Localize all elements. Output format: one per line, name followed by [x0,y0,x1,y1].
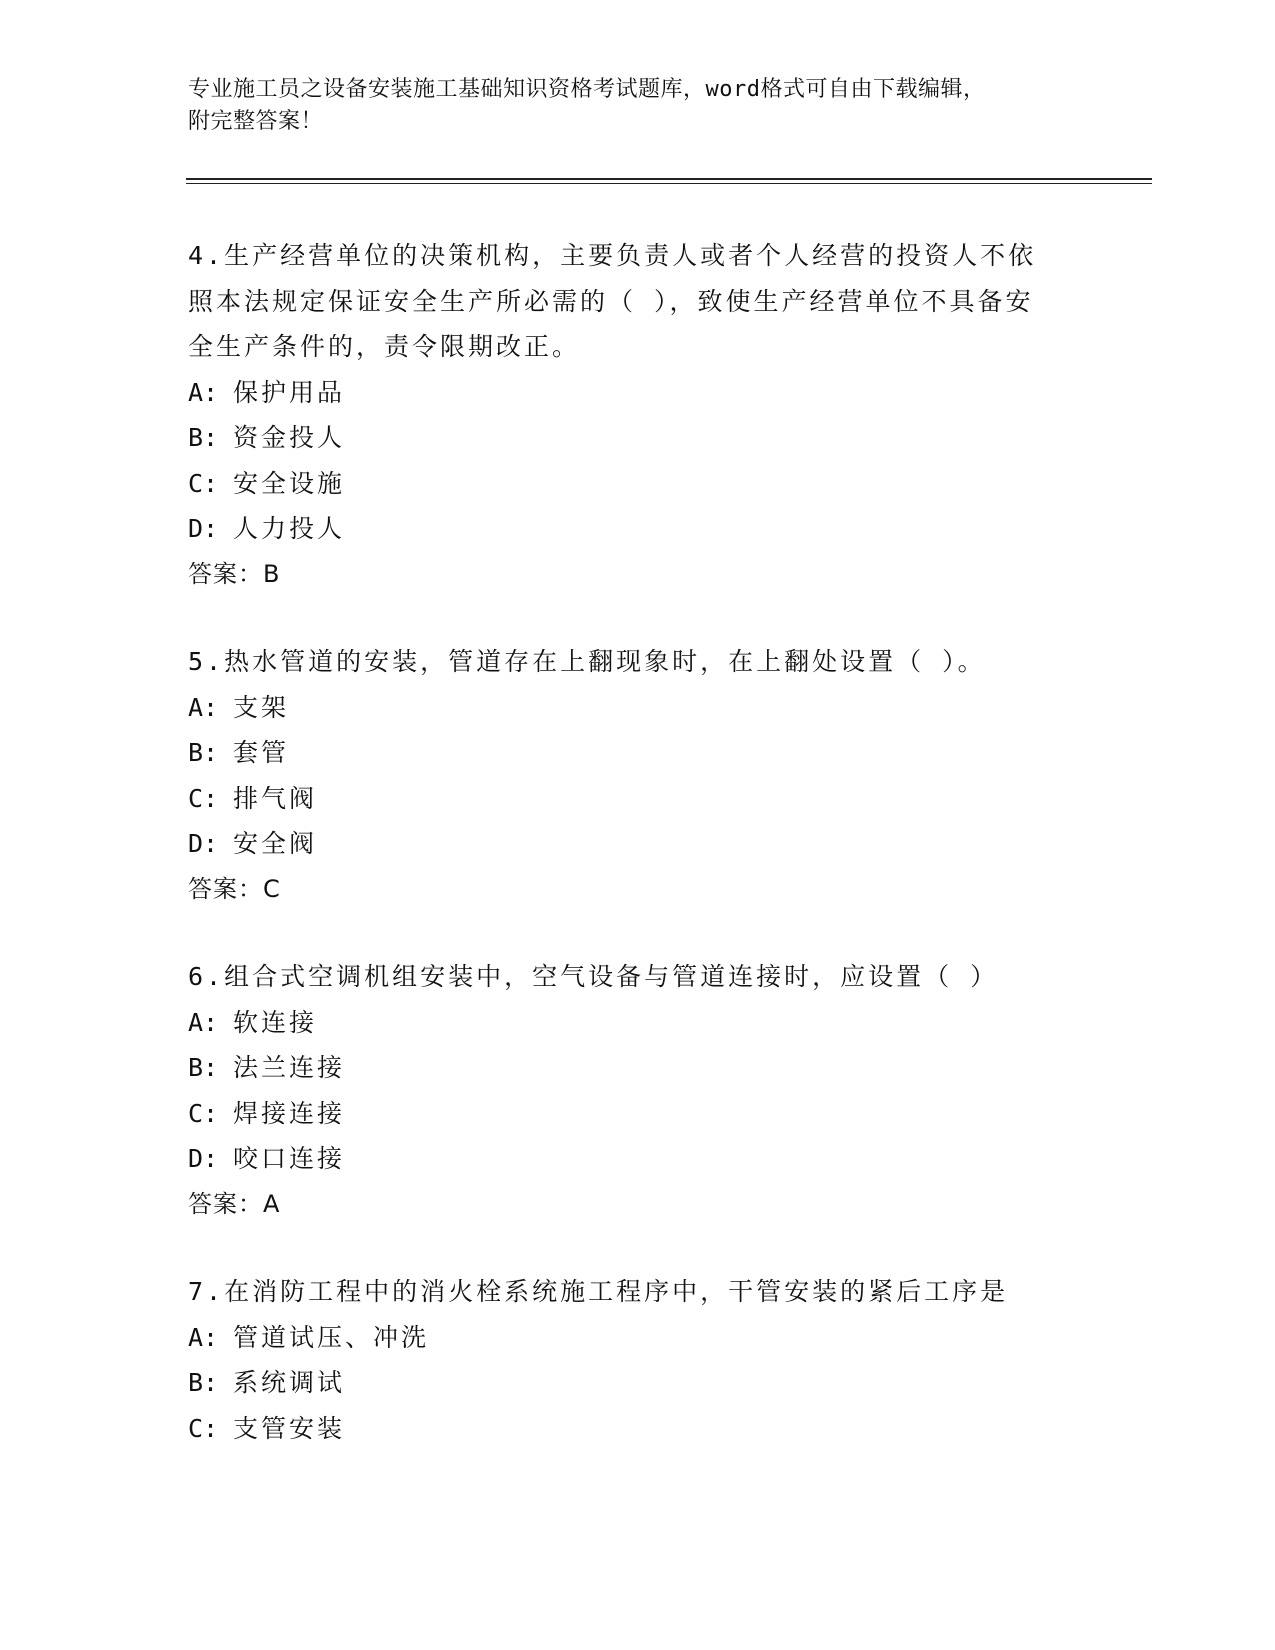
question-4 [188,233,1088,597]
option-key: B: [188,738,219,767]
option-a [188,1315,1088,1361]
option-a [188,685,1088,731]
question-text-line: 照本法规定保证安全生产所必需的（ ），致使生产经营单位不具备安 [188,286,1034,316]
option-d [188,506,1088,552]
header-line-1: 专业施工员之设备安装施工基础知识资格考试题库，word格式可自由下载编辑， [188,77,986,102]
question-5 [188,639,1088,912]
option-text: 资金投人 [233,423,346,452]
question-text-line: 全生产条件的，责令限期改正。 [188,332,581,361]
option-c [188,1091,1088,1137]
option-b [188,730,1088,776]
option-key: D: [188,829,219,858]
option-key: B: [188,1368,219,1397]
option-key: C: [188,468,219,498]
question-6 [188,954,1088,1227]
option-key: B: [188,423,219,452]
option-c [188,1406,1088,1452]
option-text: 人力投人 [233,514,346,543]
option-text: 咬口连接 [233,1144,346,1173]
question-text [188,1269,1088,1315]
answer-label: 答案：C [188,874,281,903]
option-key: D: [188,514,219,543]
question-text-line: 5.热水管道的安装，管道存在上翻现象时，在上翻处设置（ ）。 [188,647,986,676]
option-key: A: [188,377,219,407]
question-7 [188,1269,1088,1451]
option-text: 安全设施 [233,468,346,498]
option-c [188,461,1088,507]
document-header [188,74,1068,138]
question-text [188,639,1088,685]
option-key: C: [188,1413,219,1443]
option-key: A: [188,692,219,722]
answer-label: 答案：B [188,559,281,588]
question-text-line: 4.生产经营单位的决策机构，主要负责人或者个人经营的投资人不依 [188,241,1037,270]
header-line-2: 附完整答案！ [188,109,324,134]
question-text [188,954,1088,1000]
option-text: 支架 [233,692,290,722]
option-d [188,821,1088,867]
question-text-line: 6.组合式空调机组安装中，空气设备与管道连接时，应设置（ ） [188,962,999,991]
option-text: 系统调试 [233,1368,346,1397]
option-text: 焊接连接 [233,1098,346,1128]
option-key: C: [188,1098,219,1128]
option-b [188,415,1088,461]
option-key: C: [188,783,219,813]
question-list [188,233,1088,1493]
option-key: D: [188,1144,219,1173]
option-text: 保护用品 [233,377,346,407]
option-key: A: [188,1322,219,1352]
option-a [188,1000,1088,1046]
header-divider-thick [186,178,1152,180]
option-key: B: [188,1053,219,1082]
option-b [188,1045,1088,1091]
option-text: 法兰连接 [233,1053,346,1082]
option-key: A: [188,1007,219,1037]
option-text: 管道试压、冲洗 [233,1322,430,1352]
question-text [188,233,1088,370]
option-a [188,370,1088,416]
header-divider-thin [186,183,1152,184]
answer-label: 答案：A [188,1189,281,1218]
option-text: 支管安装 [233,1413,346,1443]
option-text: 套管 [233,738,290,767]
option-d [188,1136,1088,1182]
option-text: 排气阀 [233,783,318,813]
option-b [188,1360,1088,1406]
option-text: 软连接 [233,1007,318,1037]
option-text: 安全阀 [233,829,318,858]
option-c [188,776,1088,822]
question-text-line: 7.在消防工程中的消火栓系统施工程序中，干管安装的紧后工序是 [188,1277,1009,1306]
